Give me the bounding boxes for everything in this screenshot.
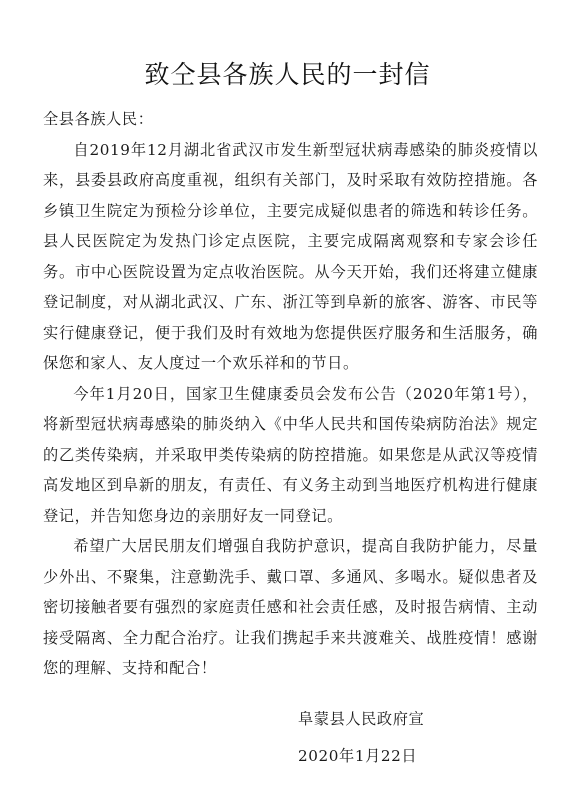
paragraph-official-announcement: 今年1月20日，国家卫生健康委员会发布公告（2020年第1号），将新型冠状病毒感染的肺炎纳入《中华人民共和国传染病防治法》规定的乙类传染病，并采取甲类传染病的防控措施。如果您是从武汉等疫情高发地区到阜新的朋友，有责任、有义务主动到当地医疗机构进行健康登记，并告知您身边的亲朋好友一同登记。 (43, 384, 538, 525)
signature-organization: 阜蒙县人民政府宣 (298, 710, 425, 728)
paragraph-outbreak-measures: 自2019年12月湖北省武汉市发生新型冠状病毒感染的肺炎疫情以来，县委县政府高度重视，组织有关部门，及时采取有效防控措施。各乡镇卫生院定为预检分诊单位，主要完成疑似患者的筛选和转诊任务。县人民医院定为发热门诊定点医院，主要完成隔离观察和专家会诊任务。市中心医院设置为定点收治医院。从今天开始，我们还将建立健康登记制度，对从湖北武汉、广东、浙江等到阜新的旅客、游客、市民等实行健康登记，便于我们及时有效地为您提供医疗服务和生活服务，确保您和家人、友人度过一个欢乐祥和的节日。 (43, 140, 538, 372)
salutation: 全县各族人民： (43, 110, 154, 128)
page-title: 致仝县各族人民的一封信 (144, 60, 431, 89)
letter-body (43, 104, 538, 684)
signature-date: 2020年1月22日 (298, 747, 418, 765)
paragraph-public-appeal: 希望广大居民朋友们增强自我防护意识，提高自我防护能力，尽量少外出、不聚集，注意勤洗手、戴口罩、多通风、多喝水。疑似患者及密切接触者要有强烈的家庭责任感和社会责任感，及时报告病情、主动接受隔离、全力配合治疗。让我们携起手来共渡难关、战胜疫情！感谢您的理解、支持和配合！ (43, 537, 538, 677)
